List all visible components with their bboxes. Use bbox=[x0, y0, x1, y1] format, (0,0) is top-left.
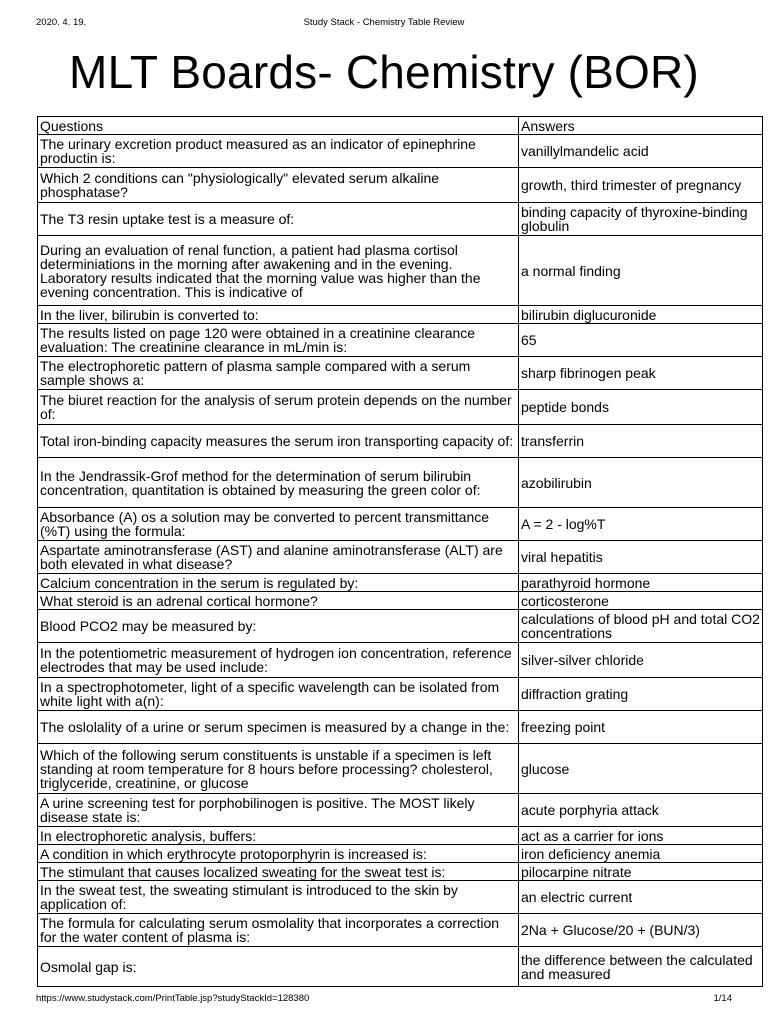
table-row bbox=[38, 592, 763, 610]
table-row bbox=[38, 168, 763, 203]
table-row bbox=[38, 678, 763, 711]
answer-cell: viral hepatitis bbox=[519, 541, 763, 574]
answer-cell: silver-silver chloride bbox=[519, 643, 763, 678]
table-row bbox=[38, 574, 763, 592]
page-number: 1/14 bbox=[713, 993, 732, 1004]
answer-cell: vanillylmandelic acid bbox=[519, 135, 763, 168]
answer-cell: peptide bonds bbox=[519, 390, 763, 425]
answer-cell: 65 bbox=[519, 324, 763, 357]
answer-cell: act as a carrier for ions bbox=[519, 827, 763, 845]
print-url: https://www.studystack.com/PrintTable.jsp?studyStackId=128380 bbox=[36, 993, 310, 1004]
question-cell: A condition in which erythrocyte protoporphyrin is increased is: bbox=[38, 845, 519, 863]
answer-cell: an electric current bbox=[519, 881, 763, 914]
answer-cell: glucose bbox=[519, 744, 763, 794]
table-row bbox=[38, 357, 763, 390]
answer-cell: bilirubin diglucuronide bbox=[519, 306, 763, 324]
table-row bbox=[38, 794, 763, 827]
table-row bbox=[38, 541, 763, 574]
table-row bbox=[38, 324, 763, 357]
answer-cell: corticosterone bbox=[519, 592, 763, 610]
table-row bbox=[38, 863, 763, 881]
table-row bbox=[38, 643, 763, 678]
answer-cell: the difference between the calculated and measured bbox=[519, 947, 763, 987]
print-date: 2020. 4. 19. bbox=[36, 17, 87, 28]
question-cell: The T3 resin uptake test is a measure of: bbox=[38, 203, 519, 236]
answer-cell: transferrin bbox=[519, 425, 763, 458]
table-header-row bbox=[38, 117, 763, 135]
question-cell: The electrophoretic pattern of plasma sample compared with a serum sample shows a: bbox=[38, 357, 519, 390]
table-row bbox=[38, 508, 763, 541]
answer-cell: binding capacity of thyroxine-binding globulin bbox=[519, 203, 763, 236]
question-cell: Calcium concentration in the serum is regulated by: bbox=[38, 574, 519, 592]
table-row bbox=[38, 881, 763, 914]
question-cell: Which of the following serum constituents is unstable if a specimen is left standing at room temperature for 8 hours before processing? cholesterol, triglyceride, creatinine, or glucose bbox=[38, 744, 519, 794]
question-cell: The stimulant that causes localized sweating for the sweat test is: bbox=[38, 863, 519, 881]
answer-cell: A = 2 - log%T bbox=[519, 508, 763, 541]
question-cell: In the potentiometric measurement of hydrogen ion concentration, reference electrodes that may be used include: bbox=[38, 643, 519, 678]
question-cell: In electrophoretic analysis, buffers: bbox=[38, 827, 519, 845]
answer-cell: iron deficiency anemia bbox=[519, 845, 763, 863]
table-row bbox=[38, 203, 763, 236]
answer-cell: pilocarpine nitrate bbox=[519, 863, 763, 881]
answer-cell: calculations of blood pH and total CO2 concentrations bbox=[519, 610, 763, 643]
question-cell: Blood PCO2 may be measured by: bbox=[38, 610, 519, 643]
answer-cell: freezing point bbox=[519, 711, 763, 744]
question-cell: The formula for calculating serum osmolality that incorporates a correction for the water content of plasma is: bbox=[38, 914, 519, 947]
question-cell: During an evaluation of renal function, a patient had plasma cortisol determiniations in the morning after awakening and in the evening. Laboratory results indicated that the morning value was higher than the evening concentration. This is indicative of bbox=[38, 236, 519, 306]
table-row bbox=[38, 425, 763, 458]
answer-cell: parathyroid hormone bbox=[519, 574, 763, 592]
answer-cell: diffraction grating bbox=[519, 678, 763, 711]
table-row bbox=[38, 610, 763, 643]
table-row bbox=[38, 236, 763, 306]
question-cell: In the Jendrassik-Grof method for the determination of serum bilirubin concentration, quantitation is obtained by measuring the green color of: bbox=[38, 458, 519, 508]
question-cell: Absorbance (A) os a solution may be converted to percent transmittance (%T) using the formula: bbox=[38, 508, 519, 541]
column-header-answers: Answers bbox=[519, 117, 763, 135]
question-cell: In a spectrophotometer, light of a specific wavelength can be isolated from white light with a(n): bbox=[38, 678, 519, 711]
question-cell: Which 2 conditions can "physiologically" elevated serum alkaline phosphatase? bbox=[38, 168, 519, 203]
table-row bbox=[38, 744, 763, 794]
question-cell: Total iron-binding capacity measures the serum iron transporting capacity of: bbox=[38, 425, 519, 458]
question-cell: A urine screening test for porphobilinogen is positive. The MOST likely disease state is: bbox=[38, 794, 519, 827]
question-cell: Osmolal gap is: bbox=[38, 947, 519, 987]
page-title: MLT Boards- Chemistry (BOR) bbox=[69, 46, 699, 98]
question-cell: Aspartate aminotransferase (AST) and alanine aminotransferase (ALT) are both elevated in what disease? bbox=[38, 541, 519, 574]
table-row bbox=[38, 711, 763, 744]
table-row bbox=[38, 914, 763, 947]
question-cell: In the sweat test, the sweating stimulant is introduced to the skin by application of: bbox=[38, 881, 519, 914]
answer-cell: acute porphyria attack bbox=[519, 794, 763, 827]
question-cell: The urinary excretion product measured as an indicator of epinephrine productin is: bbox=[38, 135, 519, 168]
question-cell: The oslolality of a urine or serum specimen is measured by a change in the: bbox=[38, 711, 519, 744]
answer-cell: growth, third trimester of pregnancy bbox=[519, 168, 763, 203]
table-row bbox=[38, 306, 763, 324]
column-header-questions: Questions bbox=[38, 117, 519, 135]
table-row bbox=[38, 390, 763, 425]
table-row bbox=[38, 458, 763, 508]
table-row bbox=[38, 947, 763, 987]
table-row bbox=[38, 827, 763, 845]
question-cell: The results listed on page 120 were obtained in a creatinine clearance evaluation: The creatinine clearance in mL/min is: bbox=[38, 324, 519, 357]
print-header-title: Study Stack - Chemistry Table Review bbox=[303, 17, 465, 28]
answer-cell: 2Na + Glucose/20 + (BUN/3) bbox=[519, 914, 763, 947]
question-cell: In the liver, bilirubin is converted to: bbox=[38, 306, 519, 324]
table-row bbox=[38, 845, 763, 863]
answer-cell: sharp fibrinogen peak bbox=[519, 357, 763, 390]
qa-table bbox=[37, 116, 763, 987]
answer-cell: a normal finding bbox=[519, 236, 763, 306]
question-cell: What steroid is an adrenal cortical hormone? bbox=[38, 592, 519, 610]
table-row bbox=[38, 135, 763, 168]
question-cell: The biuret reaction for the analysis of serum protein depends on the number of: bbox=[38, 390, 519, 425]
answer-cell: azobilirubin bbox=[519, 458, 763, 508]
